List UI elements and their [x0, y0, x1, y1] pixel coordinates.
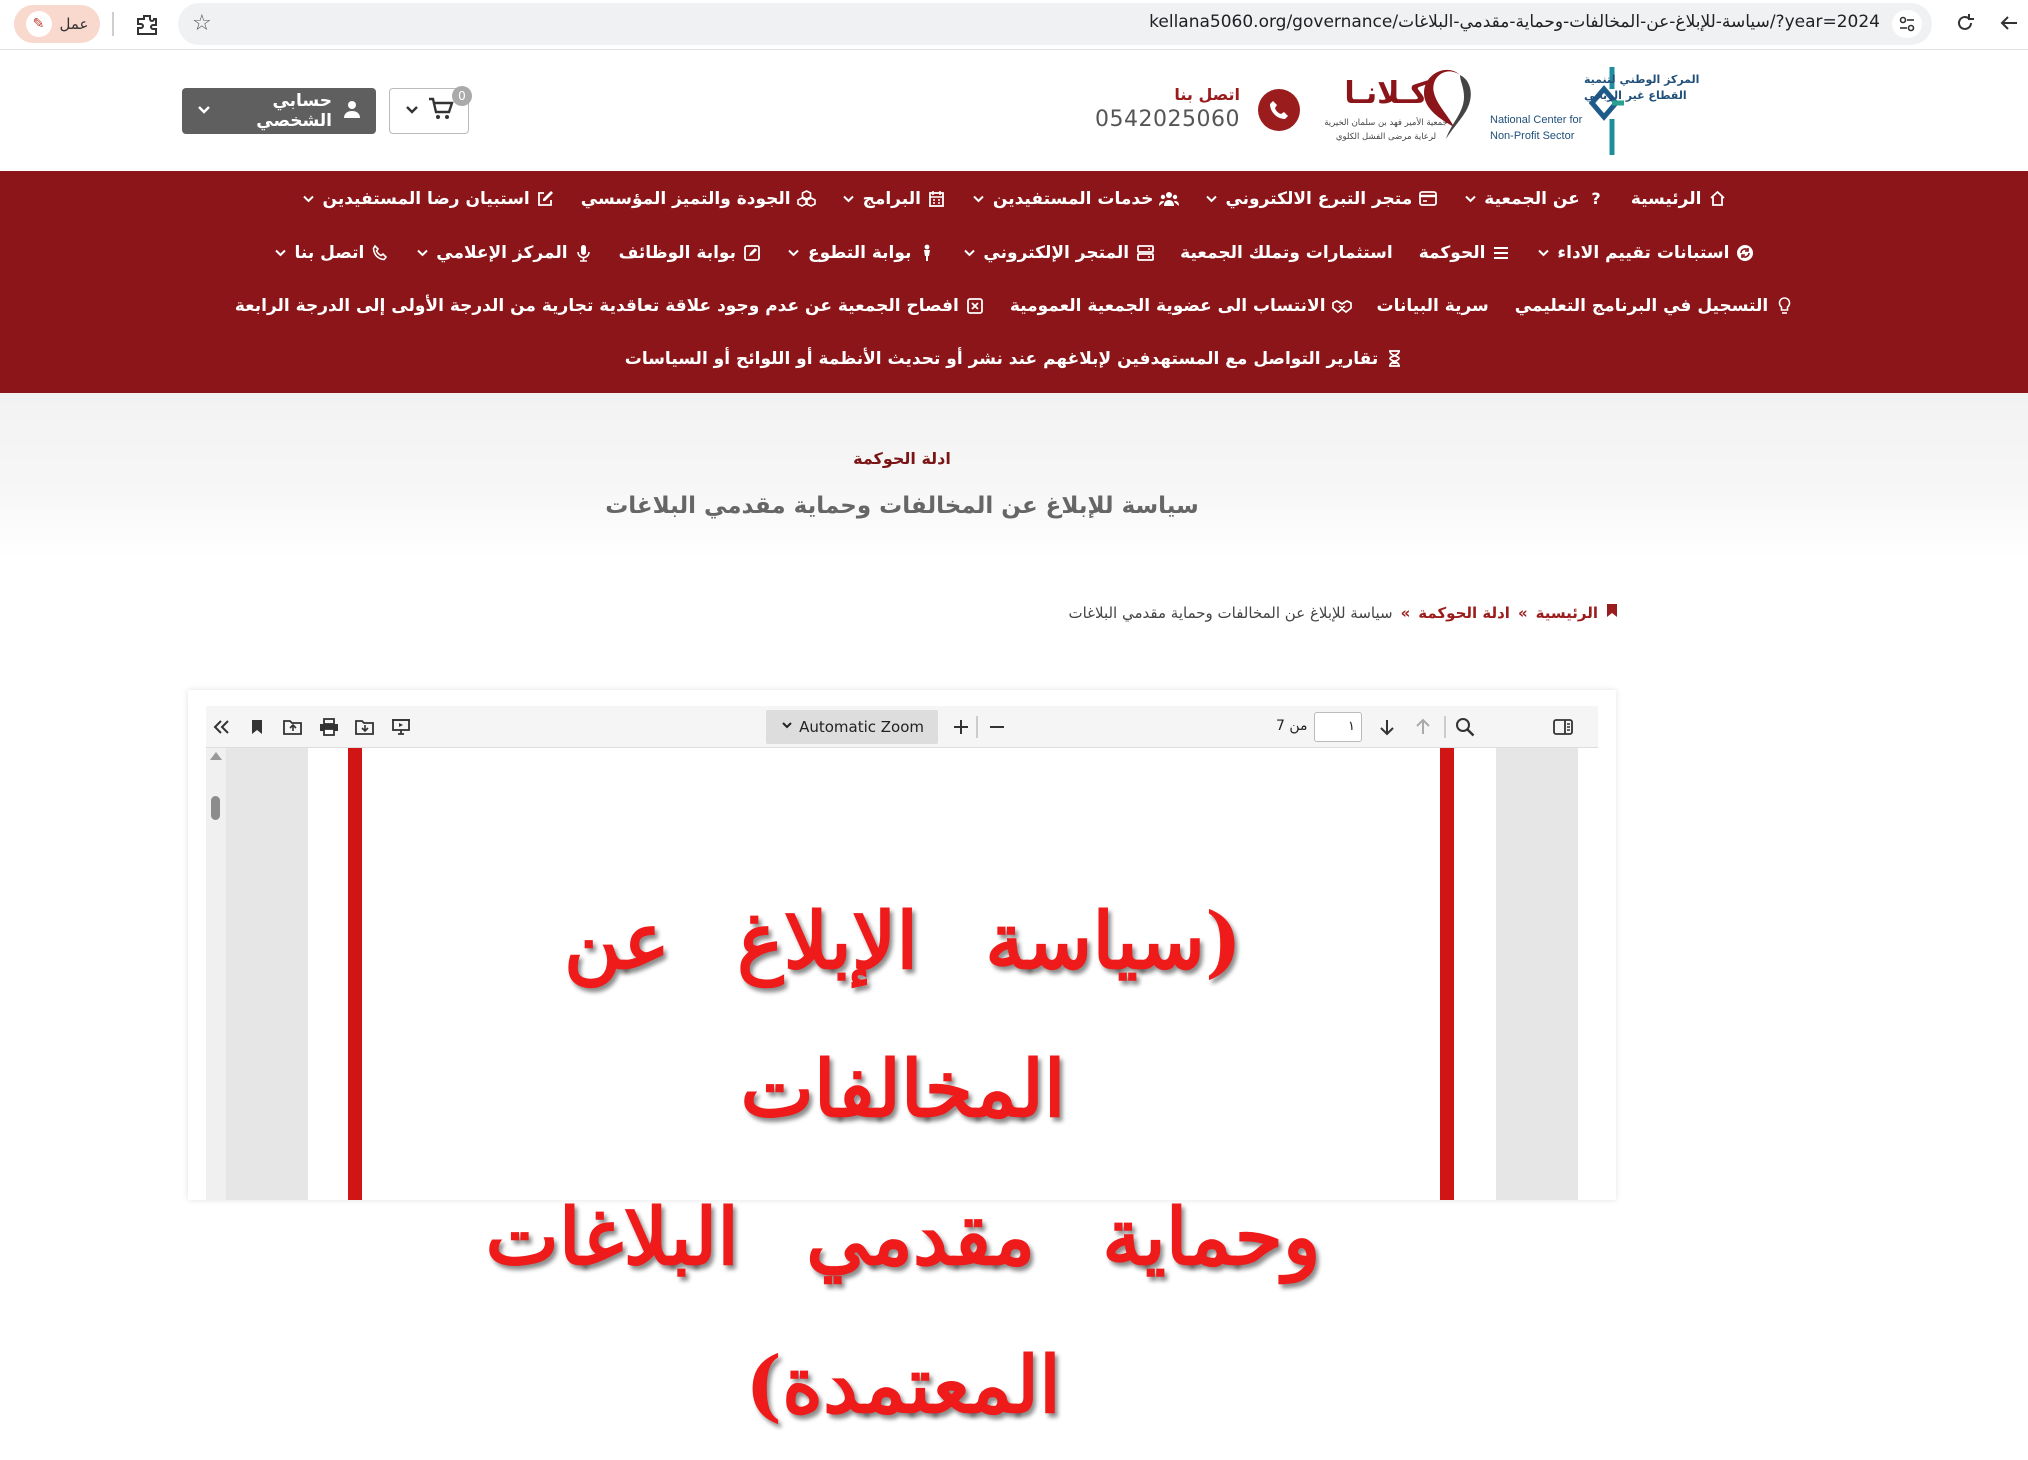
server-icon	[1136, 244, 1154, 262]
nav-item-label: سرية البيانات	[1376, 295, 1489, 316]
scroll-up-arrow-icon[interactable]	[210, 752, 222, 760]
person-icon	[918, 244, 936, 262]
ncnp-logo[interactable]	[1490, 63, 1700, 159]
ncnp-logo-ar2: القطاع غير الربحي	[1584, 89, 1687, 102]
breadcrumb-current: سياسة للإبلاغ عن المخالفات وحماية مقدمي البلاغات	[1068, 603, 1393, 622]
nav-item-label: الانتساب الى عضوية الجمعية العمومية	[1009, 295, 1326, 316]
toolbar-divider	[112, 12, 114, 36]
site-settings-icon[interactable]	[1892, 10, 1922, 38]
bookmark-icon	[1606, 603, 1618, 622]
nav-item-label: افصاح الجمعية عن عدم وجود علاقة تعاقدية تجارية من الدرجة الأولى إلى الدرجة الرابعة	[234, 295, 959, 316]
contact-label: اتصل بنا	[1174, 85, 1240, 104]
ncnp-logo-en1: National Center for	[1490, 114, 1583, 126]
url-text[interactable]: kellana5060.org/governance/سياسة-للإبلاغ-عن-المخالفات-وحماية-مقدمي-البلاغات/?year=2024	[1149, 12, 1880, 32]
account-button[interactable]	[182, 88, 376, 134]
nav-row	[0, 332, 2028, 385]
next-page-arrow-icon[interactable]	[1372, 712, 1402, 742]
profile-label: عمل	[59, 15, 89, 33]
breadcrumb-separator: »	[1400, 603, 1411, 622]
nav-item[interactable]	[235, 296, 984, 316]
chevron-down-icon	[780, 718, 794, 736]
hourglass-icon	[1385, 350, 1403, 368]
chevron-down-icon	[972, 192, 986, 206]
handshake-icon	[1333, 297, 1351, 315]
search-icon[interactable]	[1450, 712, 1480, 742]
nav-item-label: الجودة والتميز المؤسسي	[580, 188, 791, 209]
close-square-icon	[966, 297, 984, 315]
pdf-page-heading	[388, 868, 1418, 1460]
zoom-select[interactable]	[766, 710, 938, 744]
site-header	[0, 51, 2028, 171]
ncnp-logo-ar1: المركز الوطني لتنمية	[1584, 73, 1700, 86]
nav-item[interactable]	[972, 189, 1179, 209]
nav-item[interactable]	[625, 349, 1404, 369]
chevron-down-icon	[415, 246, 429, 260]
presentation-mode-icon[interactable]	[386, 712, 416, 742]
pdf-heading-line2: وحماية مقدمي البلاغات المعتمدة)	[485, 1192, 1321, 1431]
tools-menu-double-chevron-icon[interactable]	[206, 712, 236, 742]
breadcrumb-section-link[interactable]: ادلة الحوكمة	[1418, 603, 1510, 622]
page-title-band	[0, 393, 2028, 558]
previous-page-arrow-icon[interactable]	[1408, 712, 1438, 742]
nav-item[interactable]	[1419, 243, 1511, 263]
nav-row	[0, 279, 2028, 332]
bookmark-icon[interactable]	[242, 712, 272, 742]
pdf-heading-line1: (سياسة الإبلاغ عن المخالفات	[564, 896, 1242, 1135]
edit-square-icon	[743, 244, 761, 262]
kellana-logo-sub2: لرعاية مرضى الفشل الكلوي	[1335, 132, 1437, 142]
nav-item-label: استثمارات وتملك الجمعية	[1180, 242, 1393, 263]
nav-item[interactable]	[1631, 189, 1727, 209]
nav-item-label: اتصل بنا	[294, 242, 365, 263]
nav-item-label: تقارير التواصل مع المستهدفين لإبلاغهم عند نشر أو تحديث الأنظمة أو اللوائح أو السياسات	[624, 348, 1379, 369]
nav-row	[0, 226, 2028, 279]
breadcrumb-separator: »	[1517, 603, 1528, 622]
chevron-down-icon	[1536, 246, 1550, 260]
cubes-icon	[798, 190, 816, 208]
nav-item[interactable]	[581, 189, 816, 209]
pdf-toolbar	[206, 706, 1598, 748]
main-nav	[0, 171, 2028, 393]
cart-icon	[428, 97, 454, 125]
nav-item-label: الرئيسية	[1630, 188, 1702, 209]
page-number-input[interactable]: ١	[1314, 712, 1362, 742]
phone-icon	[371, 244, 389, 262]
nav-item[interactable]	[1180, 243, 1393, 263]
svg-text:?: ?	[1591, 189, 1601, 208]
extensions-icon[interactable]	[130, 8, 164, 42]
page-count-label: من 7	[1276, 718, 1308, 734]
pdf-viewer	[188, 690, 1616, 1431]
nav-item[interactable]	[1463, 189, 1605, 209]
print-icon[interactable]	[314, 712, 344, 742]
nav-item[interactable]	[1515, 296, 1793, 316]
kellana-logo[interactable]	[1314, 61, 1480, 161]
chevron-down-icon	[962, 246, 976, 260]
chevron-down-icon	[404, 101, 420, 121]
bookmark-star-icon[interactable]: ☆	[192, 11, 212, 36]
microphone-icon	[575, 244, 593, 262]
nav-item-label: التسجيل في البرنامج التعليمي	[1514, 295, 1769, 316]
kellana-logo-sub1: جمعية الأمير فهد بن سلمان الخيرية	[1324, 118, 1448, 128]
toolbar-divider	[976, 716, 978, 738]
download-icon[interactable]	[350, 712, 380, 742]
account-label: حسابي الشخصي	[256, 91, 332, 131]
sync-icon	[1736, 244, 1754, 262]
nav-item-label: بوابة التطوع	[807, 242, 912, 263]
chevron-down-icon	[302, 192, 316, 206]
contact-block[interactable]	[1095, 81, 1300, 141]
zoom-in-icon[interactable]	[946, 712, 976, 742]
chevron-down-icon	[196, 101, 212, 122]
toolbar-divider	[1444, 716, 1446, 738]
calendar-icon	[928, 190, 946, 208]
nav-item-label: متجر التبرع الالكتروني	[1225, 188, 1413, 209]
nav-item[interactable]	[1377, 296, 1489, 316]
card-icon	[1419, 190, 1437, 208]
zoom-select-value: Automatic Zoom	[799, 718, 924, 736]
nav-item-label: خدمات المستفيدين	[992, 188, 1154, 209]
open-file-icon[interactable]	[278, 712, 308, 742]
nav-item-label: استبانات تقييم الاداء	[1557, 242, 1730, 263]
chevron-down-icon	[787, 246, 801, 260]
nav-item[interactable]	[787, 243, 936, 263]
nav-item-label: بوابة الوظائف	[618, 242, 736, 263]
nav-item[interactable]	[302, 189, 555, 209]
nav-item[interactable]	[274, 243, 390, 263]
zoom-out-icon[interactable]	[982, 712, 1012, 742]
chevron-down-icon	[842, 192, 856, 206]
users-icon	[1160, 190, 1178, 208]
user-icon	[342, 99, 362, 124]
chevron-down-icon	[274, 246, 288, 260]
breadcrumb	[1068, 603, 1618, 622]
phone-icon	[1258, 89, 1300, 131]
nav-item[interactable]	[619, 243, 761, 263]
page-border-left	[348, 748, 362, 1200]
breadcrumb-home-link[interactable]: الرئيسية	[1535, 603, 1598, 622]
page-kicker: ادلة الحوكمة	[853, 449, 951, 468]
profile-button[interactable]	[14, 5, 100, 43]
contact-phone[interactable]: 0542025060	[1095, 107, 1240, 132]
profile-avatar-icon: ✎	[26, 11, 52, 37]
nav-item-label: عن الجمعية	[1484, 188, 1580, 209]
nav-item-label: المركز الإعلامي	[436, 242, 568, 263]
nav-item-label: الحوكمة	[1418, 242, 1486, 263]
pdf-page	[308, 748, 1496, 1431]
lightbulb-icon	[1775, 297, 1793, 315]
ncnp-logo-en2: Non-Profit Sector	[1490, 130, 1575, 142]
nav-item-label: المتجر الإلكتروني	[983, 242, 1130, 263]
nav-item-label: البرامج	[862, 188, 921, 209]
nav-item[interactable]	[1010, 296, 1351, 316]
browser-toolbar	[0, 0, 2028, 50]
pdf-scrollbar[interactable]	[206, 748, 226, 1200]
home-icon	[1708, 190, 1726, 208]
back-arrow-icon[interactable]	[1994, 8, 2024, 38]
nav-item[interactable]	[415, 243, 592, 263]
pdf-canvas	[226, 748, 1578, 1431]
edit-icon	[537, 190, 555, 208]
nav-row	[0, 172, 2028, 225]
chevron-down-icon	[1463, 192, 1477, 206]
nav-item[interactable]	[962, 243, 1154, 263]
list-icon	[1492, 244, 1510, 262]
page-border-right	[1440, 748, 1454, 1200]
kellana-logo-name: كـلانـا	[1344, 76, 1428, 111]
chevron-down-icon	[1204, 192, 1218, 206]
nav-item-label: استبيان رضا المستفيدين	[322, 188, 530, 209]
question-icon	[1587, 190, 1605, 208]
scroll-thumb[interactable]	[211, 796, 220, 820]
reload-icon[interactable]	[1950, 8, 1980, 38]
page-title: سياسة للإبلاغ عن المخالفات وحماية مقدمي البلاغات	[605, 493, 1199, 519]
nav-item[interactable]	[1204, 189, 1437, 209]
sidebar-toggle-icon[interactable]	[1548, 712, 1578, 742]
nav-item[interactable]	[842, 189, 946, 209]
cart-count-badge: 0	[452, 86, 472, 106]
address-bar[interactable]	[178, 3, 1932, 45]
nav-item[interactable]	[1536, 243, 1754, 263]
